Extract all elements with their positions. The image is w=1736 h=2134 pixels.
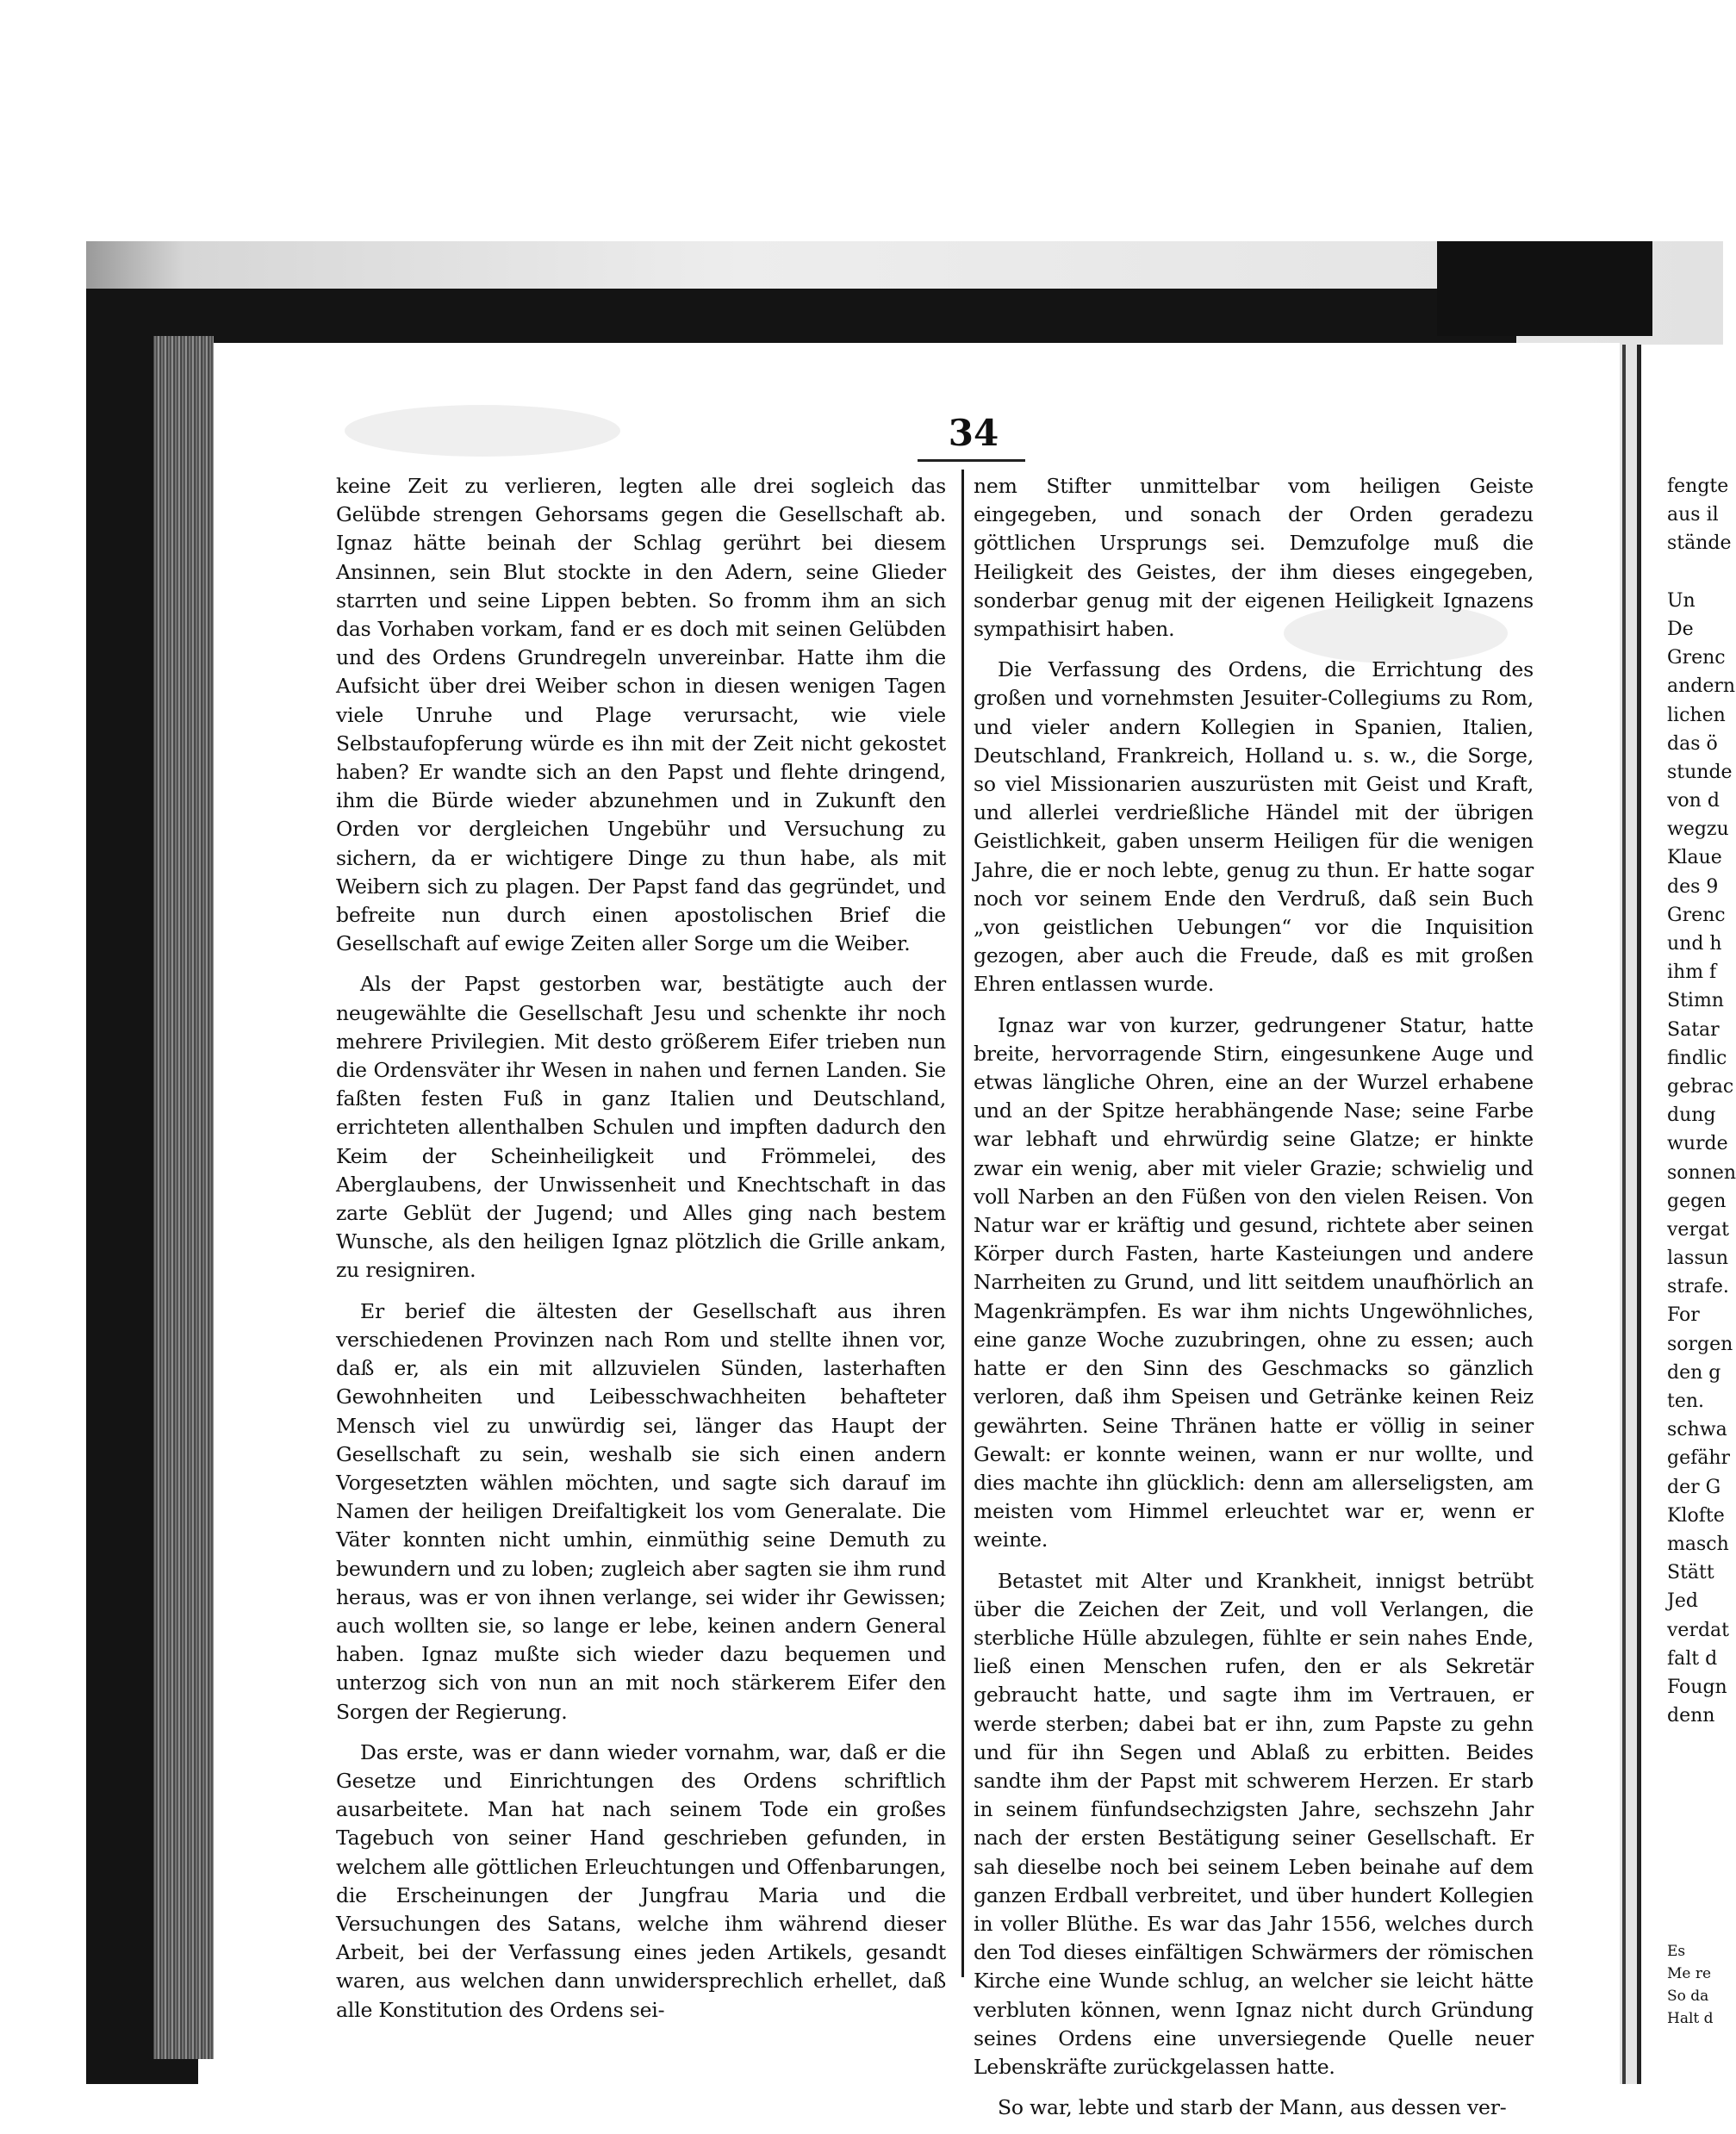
text-fragment: masch [1667,1533,1729,1555]
text-fragment: wurde [1667,1133,1728,1155]
text-fragment: lichen [1667,704,1726,726]
text-fragment: andern [1667,675,1736,698]
text-fragment: Satar [1667,1018,1720,1041]
text-fragment: lassun [1667,1247,1729,1270]
paragraph: keine Zeit zu verlieren, legten alle drei sogleich das Gelübde strengen Gehorsams gegen die Gesellschaft ab. Ignaz hätte beinah der Schlag gerührt bei diesem Ansinnen, sein Blut stockte in den Adern, seine Glieder starrten und seine Lippen bebten. So fromm ihm an sich das Vorhaben vorkam, fand er es doch mit seinen Gelübden und des Ordens Grundregeln unvereinbar. Hatte ihm die Aufsicht über drei Weiber schon in diesen wenigen Tagen viele Unruhe und Plage verursacht, wie viele Selbstaufopferung würde es ihn mit der Zeit nicht gekostet haben? Er wandte sich an den Papst und flehte dringend, ihm die Bürde wieder abzunehmen und in Zukunft den Orden vor dergleichen Ungebühr und Versuchung zu sichern, da er wichtigere Dinge zu thun habe, als mit Weibern sich zu plagen. Der Papst fand das gegründet, und befreite nun durch einen apostolischen Brief die Gesellschaft auf ewige Zeiten aller Sorge um die Weiber. [336,474,946,956]
text-fragment: Klaue [1667,847,1722,869]
text-fragment: Un [1667,589,1696,612]
text-fragment: falt d [1667,1647,1718,1670]
book-gutter [1622,345,1626,2084]
text-fragment: das ö [1667,732,1718,755]
text-fragment: findlic [1667,1047,1727,1069]
text-fragment: gebrac [1667,1075,1734,1098]
text-column-right [974,472,1534,2134]
text-fragment: gegen [1667,1190,1727,1212]
text-fragment: sonnen [1667,1161,1736,1184]
text-fragment: De [1667,618,1694,640]
text-fragment: der G [1667,1476,1721,1498]
footnote-fragment: Me re [1667,1965,1712,1982]
paragraph: So war, lebte und starb der Mann, aus dessen ver- [998,2095,1507,2120]
text-fragment: stunde [1667,761,1733,783]
book-cover-corner [1437,241,1652,336]
footnote-fragment: Halt d [1667,2010,1714,2027]
text-fragment: den g [1667,1361,1721,1384]
paragraph: Betastet mit Alter und Krankheit, innigst betrübt über die Zeichen der Zeit, und voll Verlangen, die sterbliche Hülle abzulegen, fühlte er sein nahes Ende, ließ einen Menschen rufen, den er als Sekretär gebraucht hatte, und sagte ihm im Vertrauen, er werde sterben; dabei bat er ihn, zum Papste zu gehn und für ihn Segen und Ablaß zu erbitten. Beides sandte ihm der Papst mit schwerem Herzen. Er starb in seinem fünfundsechzigsten Jahre, sechszehn Jahr nach der ersten Bestätigung seiner Gesellschaft. Er sah dieselbe noch bei seinem Leben beinahe auf dem ganzen Erdball verbreitet, und über hundert Kollegien in voller Blüthe. Es war das Jahr 1556, welches durch den Tod dieses einfältigen Schwärmers der römischen Kirche eine Wunde schlug, an welcher sie leicht hätte verbluten können, wenn Ignaz nicht durch Gründung seines Ordens eine unversiegende Quelle neuer Lebenskräfte zurückgelassen hatte. [974,1568,1534,2079]
text-fragment: Stimn [1667,990,1724,1012]
next-page-text-fragments [1667,472,1736,1730]
text-column-left [336,472,946,2037]
paragraph: Er berief die ältesten der Gesellschaft aus ihren verschiedenen Provinzen nach Rom und stellte ihnen vor, daß er, als ein mit allzuvielen Sünden, lasterhaften Gewohnheiten und Leibesschwachheiten behafteter Mensch viel zu unwürdig sei, länger das Haupt der Gesellschaft zu sein, weshalb sie sich einen andern Vorgesetzten wählen möchten, und sagte sich darauf im Namen der heiligen Dreifaltigkeit los vom Generalate. Die Väter konnten nicht umhin, einmüthig seine Demuth zu bewundern und zu loben; zugleich aber sagten sie ihm rund heraus, was er von ihnen verlange, sei wider ihr Gewissen; auch wollten sie, so lange er lebe, keinen andern General haben. Ignaz mußte sich wieder dazu bequemen und unterzog sich von nun an mit noch stärkerem Eifer den Sorgen der Regierung. [336,1298,946,1724]
text-fragment: von d [1667,790,1720,812]
column-divider [961,470,964,1977]
text-fragment: schwa [1667,1419,1727,1441]
text-fragment: ihm f [1667,961,1717,984]
page-number: 34 [948,412,999,454]
text-fragment: dung [1667,1104,1716,1127]
text-fragment: sorgen [1667,1333,1733,1355]
text-fragment: Grenc [1667,647,1726,669]
paragraph: Das erste, was er dann wieder vornahm, war, daß er die Gesetze und Einrichtungen des Ordens schriftlich ausarbeitete. Man hat nach seinem Tode ein großes Tagebuch von seiner Hand geschrieben gefunden, in welchem alle göttlichen Erleuchtungen und Offenbarungen, die Erscheinungen der Jungfrau Maria und die Versuchungen des Satans, welche ihm während dieser Arbeit, bei der Verfassung eines jeden Artikels, gesandt waren, aus welchen dann unwidersprechlich erhellet, daß alle Konstitution des Ordens sei- [336,1739,946,2022]
paragraph: Die Verfassung des Ordens, die Errichtung des großen und vornehmsten Jesuiter-Collegiums zu Rom, und vieler andern Kollegien in Spanien, Italien, Deutschland, Frankreich, Holland u. s. w., die Sorge, so viel Missionarien auszurüsten mit Geist und Kraft, und allerlei verdrießliche Händel mit der übrigen Geistlichkeit, gaben unserm Heiligen für die wenigen Jahre, die er noch lebte, genug zu thun. Er hatte sogar noch vor seinem Ende den Verdruß, daß sein Buch „von geistlichen Uebungen“ vor die Inquisition gezogen, aber auch die Freude, daß es mit großen Ehren entlassen wurde. [974,657,1534,997]
next-page-footnote-fragments [1667,1940,1723,2030]
text-fragment: verdat [1667,1619,1730,1641]
footnote-fragment: So da [1667,1988,1709,2005]
footnote-fragment: Es [1667,1943,1686,1960]
text-fragment: fengte [1667,476,1729,497]
paragraph: Ignaz war von kurzer, gedrungener Statur, hatte breite, hervorragende Stirn, eingesunkene Auge und etwas längliche Ohren, eine an der Wurzel erhabene und an der Spitze herabhängende Nase; seine Farbe war lebhaft und ehrwürdig seine Glatze; er hinkte zwar ein wenig, aber mit vieler Grazie; schwielig und voll Narben an den Füßen von den vielen Reisen. Von Natur war er kräftig und gesund, richtete aber seinen Körper durch Fasten, harte Kasteiungen und andere Narrheiten zu Grund, und litt seitdem unaufhörlich an Magenkrämpfen. Es war ihm nichts Ungewöhnliches, eine ganze Woche zuzubringen, ohne zu essen; auch hatte er den Sinn des Geschmacks so gänzlich verloren, daß ihm Speisen und Getränke keinen Reiz gewährten. Seine Thränen hatte er völlig in seiner Gewalt: er konnte weinen, wann er nur wollte, und dies machte ihn glücklich: denn am allerseligsten, am meisten vom Himmel erleuchtet war er, wenn er weinte. [974,1012,1534,1552]
text-fragment: vergat [1667,1218,1730,1241]
page-number-rule [918,459,1025,462]
text-fragment: strafe. [1667,1276,1729,1298]
text-fragment: Klofte [1667,1504,1725,1527]
scan-smudge [345,405,620,457]
text-fragment [1667,558,1723,587]
text-fragment: wegzu [1667,818,1729,841]
page-edges [153,336,214,2059]
text-fragment: ten. [1667,1391,1705,1412]
text-fragment: und h [1667,933,1722,955]
text-fragment: For [1667,1304,1700,1327]
text-fragment: des 9 [1667,875,1719,898]
text-fragment: Stätt [1667,1562,1714,1584]
text-fragment: denn [1667,1705,1715,1727]
text-fragment: Grenc [1667,904,1726,926]
paragraph: Als der Papst gestorben war, bestätigte auch der neugewählte die Gesellschaft Jesu und schenkte ihr noch mehrere Privilegien. Mit desto größerem Eifer trieben nun die Ordensväter ihr Wesen in nahen und fernen Landen. Sie faßten festen Fuß in ganz Italien und Deutschland, errichteten allenthalben Schulen und impften dadurch den Keim der Scheinheiligkeit und Frömmelei, des Aberglaubens, der Unwissenheit und Knechtschaft in das zarte Geblüt der Jugend; und Alles ging nach bestem Wunsche, als den heiligen Ignaz plötzlich die Grille ankam, zu resigniren. [336,972,946,1283]
text-fragment: Jed [1667,1590,1698,1613]
text-fragment: gefähr [1667,1447,1731,1470]
text-fragment: stände [1667,532,1732,555]
text-fragment: Fougn [1667,1676,1727,1698]
paragraph: nem Stifter unmittelbar vom heiligen Geiste eingegeben, und sonach der Orden geradezu göttlichen Ursprungs sei. Demzufolge muß die Heiligkeit des Geistes, der ihm dieses eingegeben, sonderbar genug mit der eigenen Heiligkeit Ignazens sympathisirt haben. [974,474,1534,642]
text-fragment: aus il [1667,504,1719,526]
